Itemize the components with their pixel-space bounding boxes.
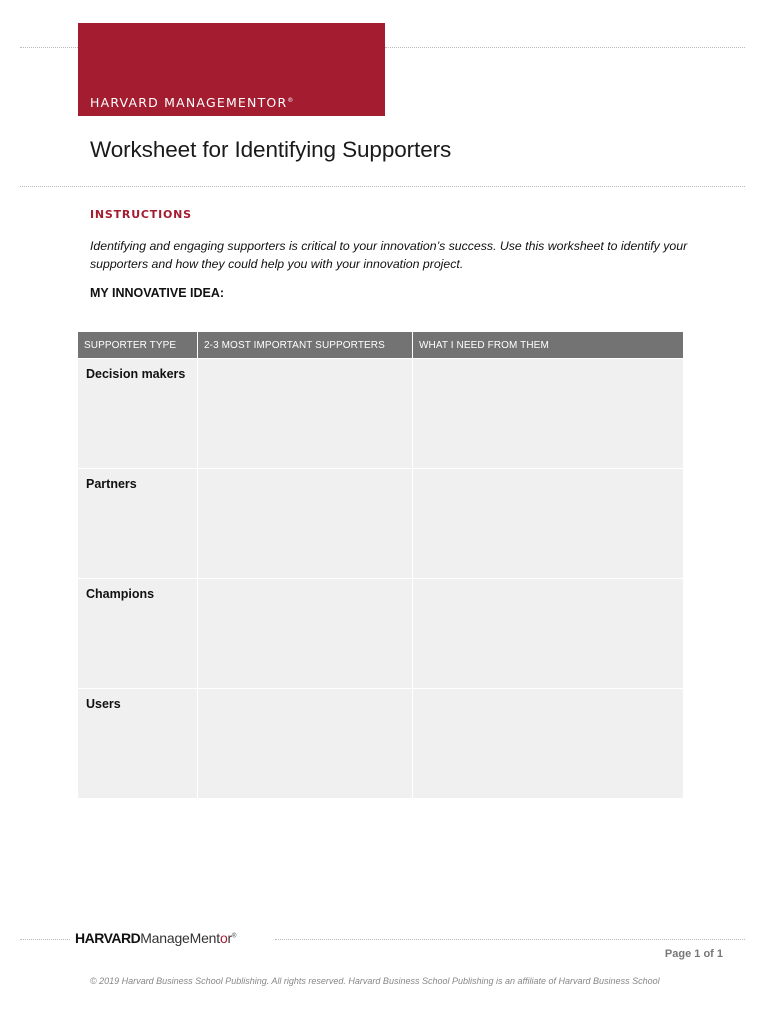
table-row bbox=[78, 468, 683, 578]
table-header-row bbox=[78, 332, 683, 358]
page-number: Page 1 of 1 bbox=[664, 948, 723, 960]
top-divider-left bbox=[20, 47, 78, 48]
supporter-type-cell: Partners bbox=[78, 468, 198, 578]
supporters-cell[interactable] bbox=[198, 578, 413, 688]
supporters-cell[interactable] bbox=[198, 358, 413, 468]
brand-logo: HARVARD MANAGEMENTOR® bbox=[90, 95, 294, 110]
supporter-type-cell: Decision makers bbox=[78, 358, 198, 468]
needs-cell[interactable] bbox=[413, 468, 683, 578]
top-divider-right bbox=[385, 47, 745, 48]
document-title: Worksheet for Identifying Supporters bbox=[90, 137, 452, 162]
supporter-type-cell: Users bbox=[78, 688, 198, 798]
column-header-supporter-type: SUPPORTER TYPE bbox=[78, 332, 198, 358]
column-header-needs: WHAT I NEED FROM THEM bbox=[413, 332, 683, 358]
instructions-text: Identifying and engaging supporters is critical to your innovation’s success. Use this worksheet to identify your supporters and how they could help you with your innovation project. bbox=[90, 239, 688, 271]
supporter-type-cell: Champions bbox=[78, 578, 198, 688]
copyright-notice: © 2019 Harvard Business School Publishing. All rights reserved. Harvard Business School Publishing is an affiliate of Harvard Business School bbox=[90, 976, 660, 986]
header-banner bbox=[78, 23, 385, 116]
supporters-table bbox=[78, 332, 683, 798]
footer-divider-left bbox=[20, 939, 70, 940]
supporters-cell[interactable] bbox=[198, 688, 413, 798]
table-row bbox=[78, 578, 683, 688]
title-divider bbox=[20, 186, 745, 187]
footer-logo: HARVARDManageMentor® bbox=[75, 930, 237, 946]
needs-cell[interactable] bbox=[413, 688, 683, 798]
needs-cell[interactable] bbox=[413, 578, 683, 688]
instructions-heading: INSTRUCTIONS bbox=[90, 208, 192, 221]
column-header-important-supporters: 2-3 MOST IMPORTANT SUPPORTERS bbox=[198, 332, 413, 358]
needs-cell[interactable] bbox=[413, 358, 683, 468]
footer-divider-right bbox=[275, 939, 745, 940]
supporters-cell[interactable] bbox=[198, 468, 413, 578]
table-row bbox=[78, 358, 683, 468]
innovative-idea-label: MY INNOVATIVE IDEA: bbox=[90, 286, 225, 300]
table-row bbox=[78, 688, 683, 798]
